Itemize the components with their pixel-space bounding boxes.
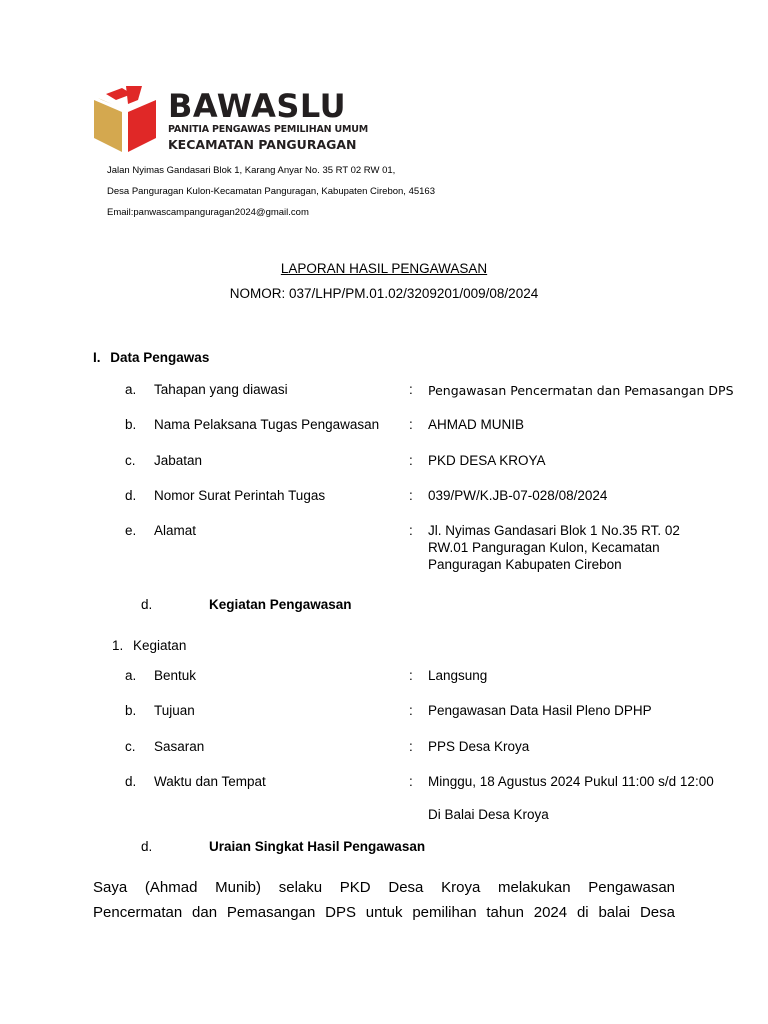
row-colon: : [409,668,413,683]
section-1-number: I. [93,350,101,365]
address-line-2: Desa Panguragan Kulon-Kecamatan Panguragan, Kabupaten Cirebon, 45163 [107,186,435,197]
row-value-address: Jl. Nyimas Gandasari Blok 1 No.35 RT. 02 RW.01 Panguragan Kulon, Kecamatan Panguragan Kabupaten Cirebon [428,523,680,572]
row-value: PKD DESA KROYA [428,453,546,468]
report-title: LAPORAN HASIL PENGAWASAN [280,261,488,276]
row-letter: d. [125,774,137,789]
bawaslu-logo [92,86,369,156]
row-colon: : [409,523,413,538]
row-colon: : [409,774,413,789]
report-number: NOMOR: 037/LHP/PM.01.02/3209201/009/08/2024 [229,286,539,301]
section-3-letter: d. [141,839,153,854]
row-value: PPS Desa Kroya [428,739,530,754]
row-letter: b. [125,703,137,718]
row-letter: c. [125,739,136,754]
summary-line-2: Pencermatan dan Pemasangan DPS untuk pemilihan tahun 2024 di balai Desa [93,904,675,921]
row-colon: : [409,382,413,397]
section-1-title: Data Pengawas [110,350,210,365]
row-value: Minggu, 18 Agustus 2024 Pukul 11:00 s/d 12:00 [428,774,714,789]
row-letter: c. [125,453,136,468]
row-label: Bentuk [154,668,197,683]
brand-subtitle: PANITIA PENGAWAS PEMILIHAN UMUM [168,124,369,135]
section-1-heading [93,350,209,365]
section-3-title: Uraian Singkat Hasil Pengawasan [209,839,426,854]
row-letter: a. [125,668,137,683]
row-colon: : [409,739,413,754]
section-2-title: Kegiatan Pengawasan [209,597,352,612]
row-label: Nomor Surat Perintah Tugas [154,488,326,503]
subsection-title: Kegiatan [133,638,187,653]
row-letter: d. [125,488,137,503]
row-value: 039/PW/K.JB-07-028/08/2024 [428,488,608,503]
summary-line-1: Saya (Ahmad Munib) selaku PKD Desa Kroya melakukan Pengawasan [93,879,675,896]
row-colon: : [409,488,413,503]
row-label: Tahapan yang diawasi [154,382,288,397]
row-value: Langsung [428,668,488,683]
row-letter: a. [125,382,137,397]
subsection-number: 1. [112,638,124,653]
row-label: Nama Pelaksana Tugas Pengawasan [154,417,380,432]
row-letter: b. [125,417,137,432]
row-label: Jabatan [154,453,203,468]
row-value: Pengawasan Pencermatan dan Pemasangan DPS [428,383,734,398]
row-colon: : [409,453,413,468]
address-email: Email:panwascampanguragan2024@gmail.com [107,207,309,218]
bawaslu-emblem-icon [92,86,160,154]
section-2-letter: d. [141,597,153,612]
row-colon: : [409,417,413,432]
activity-place: Di Balai Desa Kroya [428,807,549,822]
row-label: Alamat [154,523,197,538]
row-label: Sasaran [154,739,205,754]
row-value: Pengawasan Data Hasil Pleno DPHP [428,703,652,718]
row-letter: e. [125,523,137,538]
subsection-kegiatan [112,637,186,654]
row-label: Waktu dan Tempat [154,774,266,789]
row-label: Tujuan [154,703,195,718]
brand-district: KECAMATAN PANGURAGAN [168,137,357,152]
address-line-1: Jalan Nyimas Gandasari Blok 1, Karang Anyar No. 35 RT 02 RW 01, [107,165,396,176]
row-value: AHMAD MUNIB [428,417,525,432]
brand-name: BAWASLU [168,87,347,125]
row-colon: : [409,703,413,718]
